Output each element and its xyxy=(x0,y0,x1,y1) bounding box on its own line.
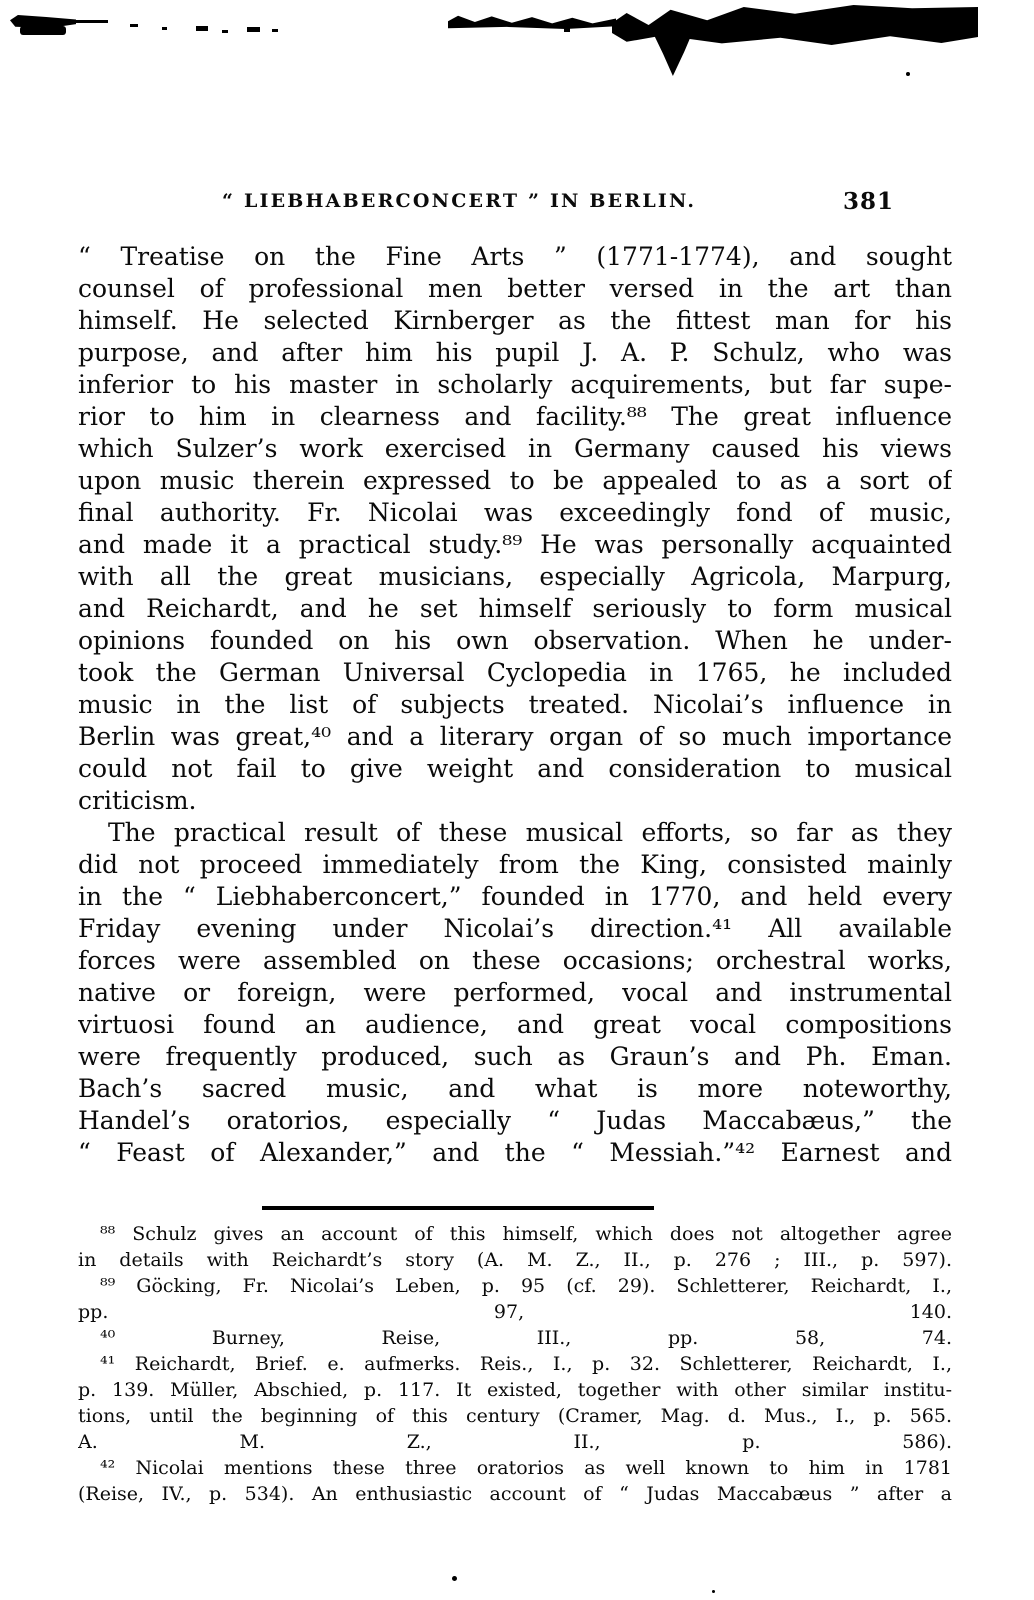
scan-artifact-speck xyxy=(130,24,138,27)
footnotes xyxy=(78,1221,952,1507)
scan-artifact-speck xyxy=(222,30,228,33)
text-line: “ Treatise on the Fine Arts ” (1771-1774), and sought xyxy=(78,242,952,271)
text-line: Berlin was great,⁴⁰ and a literary organ of so much importance xyxy=(78,722,952,751)
text-line: ⁴¹ Reichardt, Brief. e. aufmerks. Reis., I., p. 32. Schletterer, Reichardt, I., xyxy=(100,1353,952,1375)
footnote-41 xyxy=(78,1351,952,1455)
text-line: opinions founded on his own observation. When he under- xyxy=(78,626,952,655)
text-line: ⁴² Nicolai mentions these three oratorios as well known to him in 1781 xyxy=(100,1457,952,1479)
text-line: in details with Reichardt’s story (A. M. Z., II., p. 276 ; III., p. 597). xyxy=(78,1249,952,1271)
text-line: final authority. Fr. Nicolai was exceedingly fond of music, xyxy=(78,498,952,527)
text-line: “ Feast of Alexander,” and the “ Messiah.”⁴² Earnest and xyxy=(78,1138,952,1167)
text-line: (Reise, IV., p. 534). An enthusiastic account of “ Judas Maccabæus ” after a xyxy=(78,1483,952,1505)
text-line: A. M. Z., II., p. 586). xyxy=(78,1431,952,1453)
text-line: ⁸⁹ Göcking, Fr. Nicolai’s Leben, p. 95 (cf. 29). Schletterer, Reichardt, I., xyxy=(100,1275,952,1297)
text-line: in the “ Liebhaberconcert,” founded in 1770, and held every xyxy=(78,882,952,911)
text-line: criticism. xyxy=(78,786,197,815)
text-line: music in the list of subjects treated. Nicolai’s influence in xyxy=(78,690,952,719)
text-line: inferior to his master in scholarly acquirements, but far supe- xyxy=(78,370,952,399)
running-head: “ LIEBHABERCONCERT ” IN BERLIN. xyxy=(222,190,697,212)
text-line: Bach’s sacred music, and what is more noteworthy, xyxy=(78,1074,952,1103)
scan-artifact-blob xyxy=(650,34,694,76)
scan-artifact-streak xyxy=(74,20,108,23)
text-line: which Sulzer’s work exercised in Germany caused his views xyxy=(78,434,952,463)
text-line: Handel’s oratorios, especially “ Judas Maccabæus,” the xyxy=(78,1106,952,1135)
scan-artifact-speck xyxy=(906,72,910,76)
text-line: native or foreign, were performed, vocal and instrumental xyxy=(78,978,952,1007)
text-line: purpose, and after him his pupil J. A. P. Schulz, who was xyxy=(78,338,952,367)
scan-artifact-speck xyxy=(272,29,278,32)
text-line: took the German Universal Cyclopedia in 1765, he included xyxy=(78,658,952,687)
text-line: and made it a practical study.⁸⁹ He was personally acquainted xyxy=(78,530,952,559)
footnote-39 xyxy=(78,1273,952,1325)
footnote-40 xyxy=(78,1325,952,1351)
scan-artifact-speck xyxy=(247,27,260,32)
scan-artifact-speck xyxy=(452,1576,457,1581)
body-text xyxy=(78,241,952,1169)
text-line: could not fail to give weight and consideration to musical xyxy=(78,754,952,783)
text-line: The practical result of these musical efforts, so far as they xyxy=(108,818,952,847)
text-line: ⁴⁰ Burney, Reise, III., pp. 58, 74. xyxy=(100,1327,952,1349)
paragraph-1 xyxy=(78,241,952,817)
footnote-38 xyxy=(78,1221,952,1273)
text-line: ⁸⁸ Schulz gives an account of this himself, which does not altogether agree xyxy=(100,1223,952,1245)
text-line: rior to him in clearness and facility.⁸⁸ The great influence xyxy=(78,402,952,431)
text-line: and Reichardt, and he set himself seriously to form musical xyxy=(78,594,952,623)
text-line: p. 139. Müller, Abschied, p. 117. It existed, together with other similar institu- xyxy=(78,1379,952,1401)
text-line: Friday evening under Nicolai’s direction.⁴¹ All available xyxy=(78,914,952,943)
footnote-rule xyxy=(262,1206,654,1210)
text-line: were frequently produced, such as Graun’s and Ph. Eman. xyxy=(78,1042,952,1071)
scan-artifact-speck xyxy=(196,26,208,31)
text-line: tions, until the beginning of this century (Cramer, Mag. d. Mus., I., p. 565. xyxy=(78,1405,952,1427)
paragraph-2 xyxy=(78,817,952,1169)
text-line: did not proceed immediately from the King, consisted mainly xyxy=(78,850,952,879)
text-line: counsel of professional men better versed in the art than xyxy=(78,274,952,303)
text-line: forces were assembled on these occasions; orchestral works, xyxy=(78,946,952,975)
text-line: himself. He selected Kirnberger as the fittest man for his xyxy=(78,306,952,335)
text-line: with all the great musicians, especially Agricola, Marpurg, xyxy=(78,562,952,591)
scan-artifact-smudge-left xyxy=(20,26,66,35)
text-line: virtuosi found an audience, and great vocal compositions xyxy=(78,1010,952,1039)
scan-artifact-band xyxy=(448,15,616,29)
page-number: 381 xyxy=(843,188,895,215)
footnote-42 xyxy=(78,1455,952,1507)
text-line: pp. 97, 140. xyxy=(78,1301,952,1323)
scan-artifact-speck xyxy=(162,27,167,30)
scan-artifact-speck xyxy=(712,1590,715,1593)
text-line: upon music therein expressed to be appealed to as a sort of xyxy=(78,466,952,495)
